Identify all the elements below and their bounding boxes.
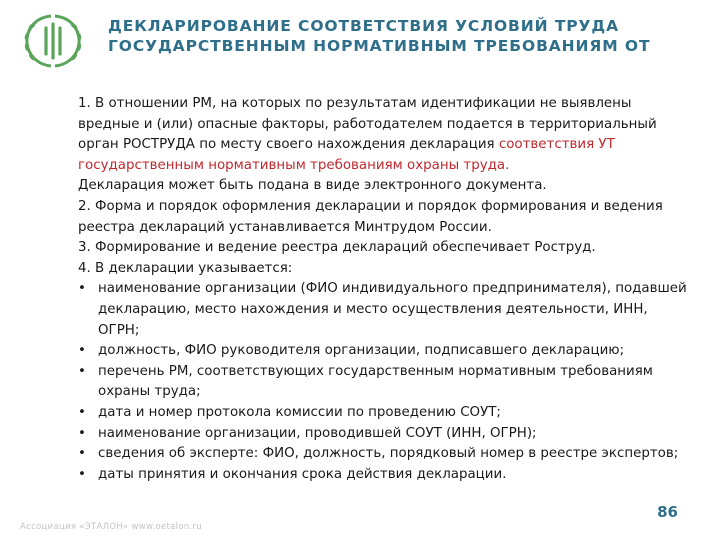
paragraph-3: 3. Формирование и ведение реестра деклараций обеспечивает Роструд. xyxy=(78,240,596,256)
list-item: • сведения об эксперте: ФИО, должность, порядковый номер в реестре экспертов; xyxy=(78,444,690,465)
paragraph-1-text: 1. В отношении РМ, на которых по результатам идентификации не выявлены вредные и (или) опасные факторы, работодателем подается в территориальный орган РОСТРУДА по месту своего нахождения декларация xyxy=(78,96,657,153)
list-item: • наименование организации (ФИО индивидуального предпринимателя), подавшей декларацию, место нахождения и место осуществления деятельности, ИНН, ОГРН; xyxy=(78,279,690,341)
declaration-items-list xyxy=(78,279,690,485)
laurel-wreath-icon xyxy=(18,8,88,72)
list-item: • перечень РМ, соответствующих государственным нормативным требованиям охраны труда; xyxy=(78,362,690,403)
paragraph-2: 2. Форма и порядок оформления декларации и порядок формирования и ведения реестра деклараций устанавливается Минтрудом России. xyxy=(78,198,663,235)
title-line-1: ДЕКЛАРИРОВАНИЕ СООТВЕТСТВИЯ УСЛОВИЙ ТРУДА xyxy=(108,17,619,35)
list-item: • даты принятия и окончания срока действия декларации. xyxy=(78,465,690,486)
paragraph-1-highlight: соответствия УТ государственным нормативным требованиям охраны труда. xyxy=(78,137,615,173)
page-title xyxy=(108,16,710,56)
title-line-2: ГОСУДАРСТВЕННЫМ НОРМАТИВНЫМ ТРЕБОВАНИЯМ ОТ xyxy=(108,37,651,55)
list-item: • дата и номер протокола комиссии по проведению СОУТ; xyxy=(78,403,690,424)
paragraph-1-tail: Декларация может быть подана в виде электронного документа. xyxy=(78,178,547,194)
footer-text: Ассоциация «ЭТАЛОН» www.oetalon.ru xyxy=(20,522,203,532)
paragraph-4: 4. В декларации указывается: xyxy=(78,260,293,276)
main-content xyxy=(78,94,690,485)
logo xyxy=(18,8,88,72)
list-item: • наименование организации, проводившей СОУТ (ИНН, ОГРН); xyxy=(78,424,690,445)
page-number: 86 xyxy=(657,503,678,521)
paragraph-1 xyxy=(78,94,690,176)
list-item: • должность, ФИО руководителя организации, подписавшего декларацию; xyxy=(78,341,690,362)
